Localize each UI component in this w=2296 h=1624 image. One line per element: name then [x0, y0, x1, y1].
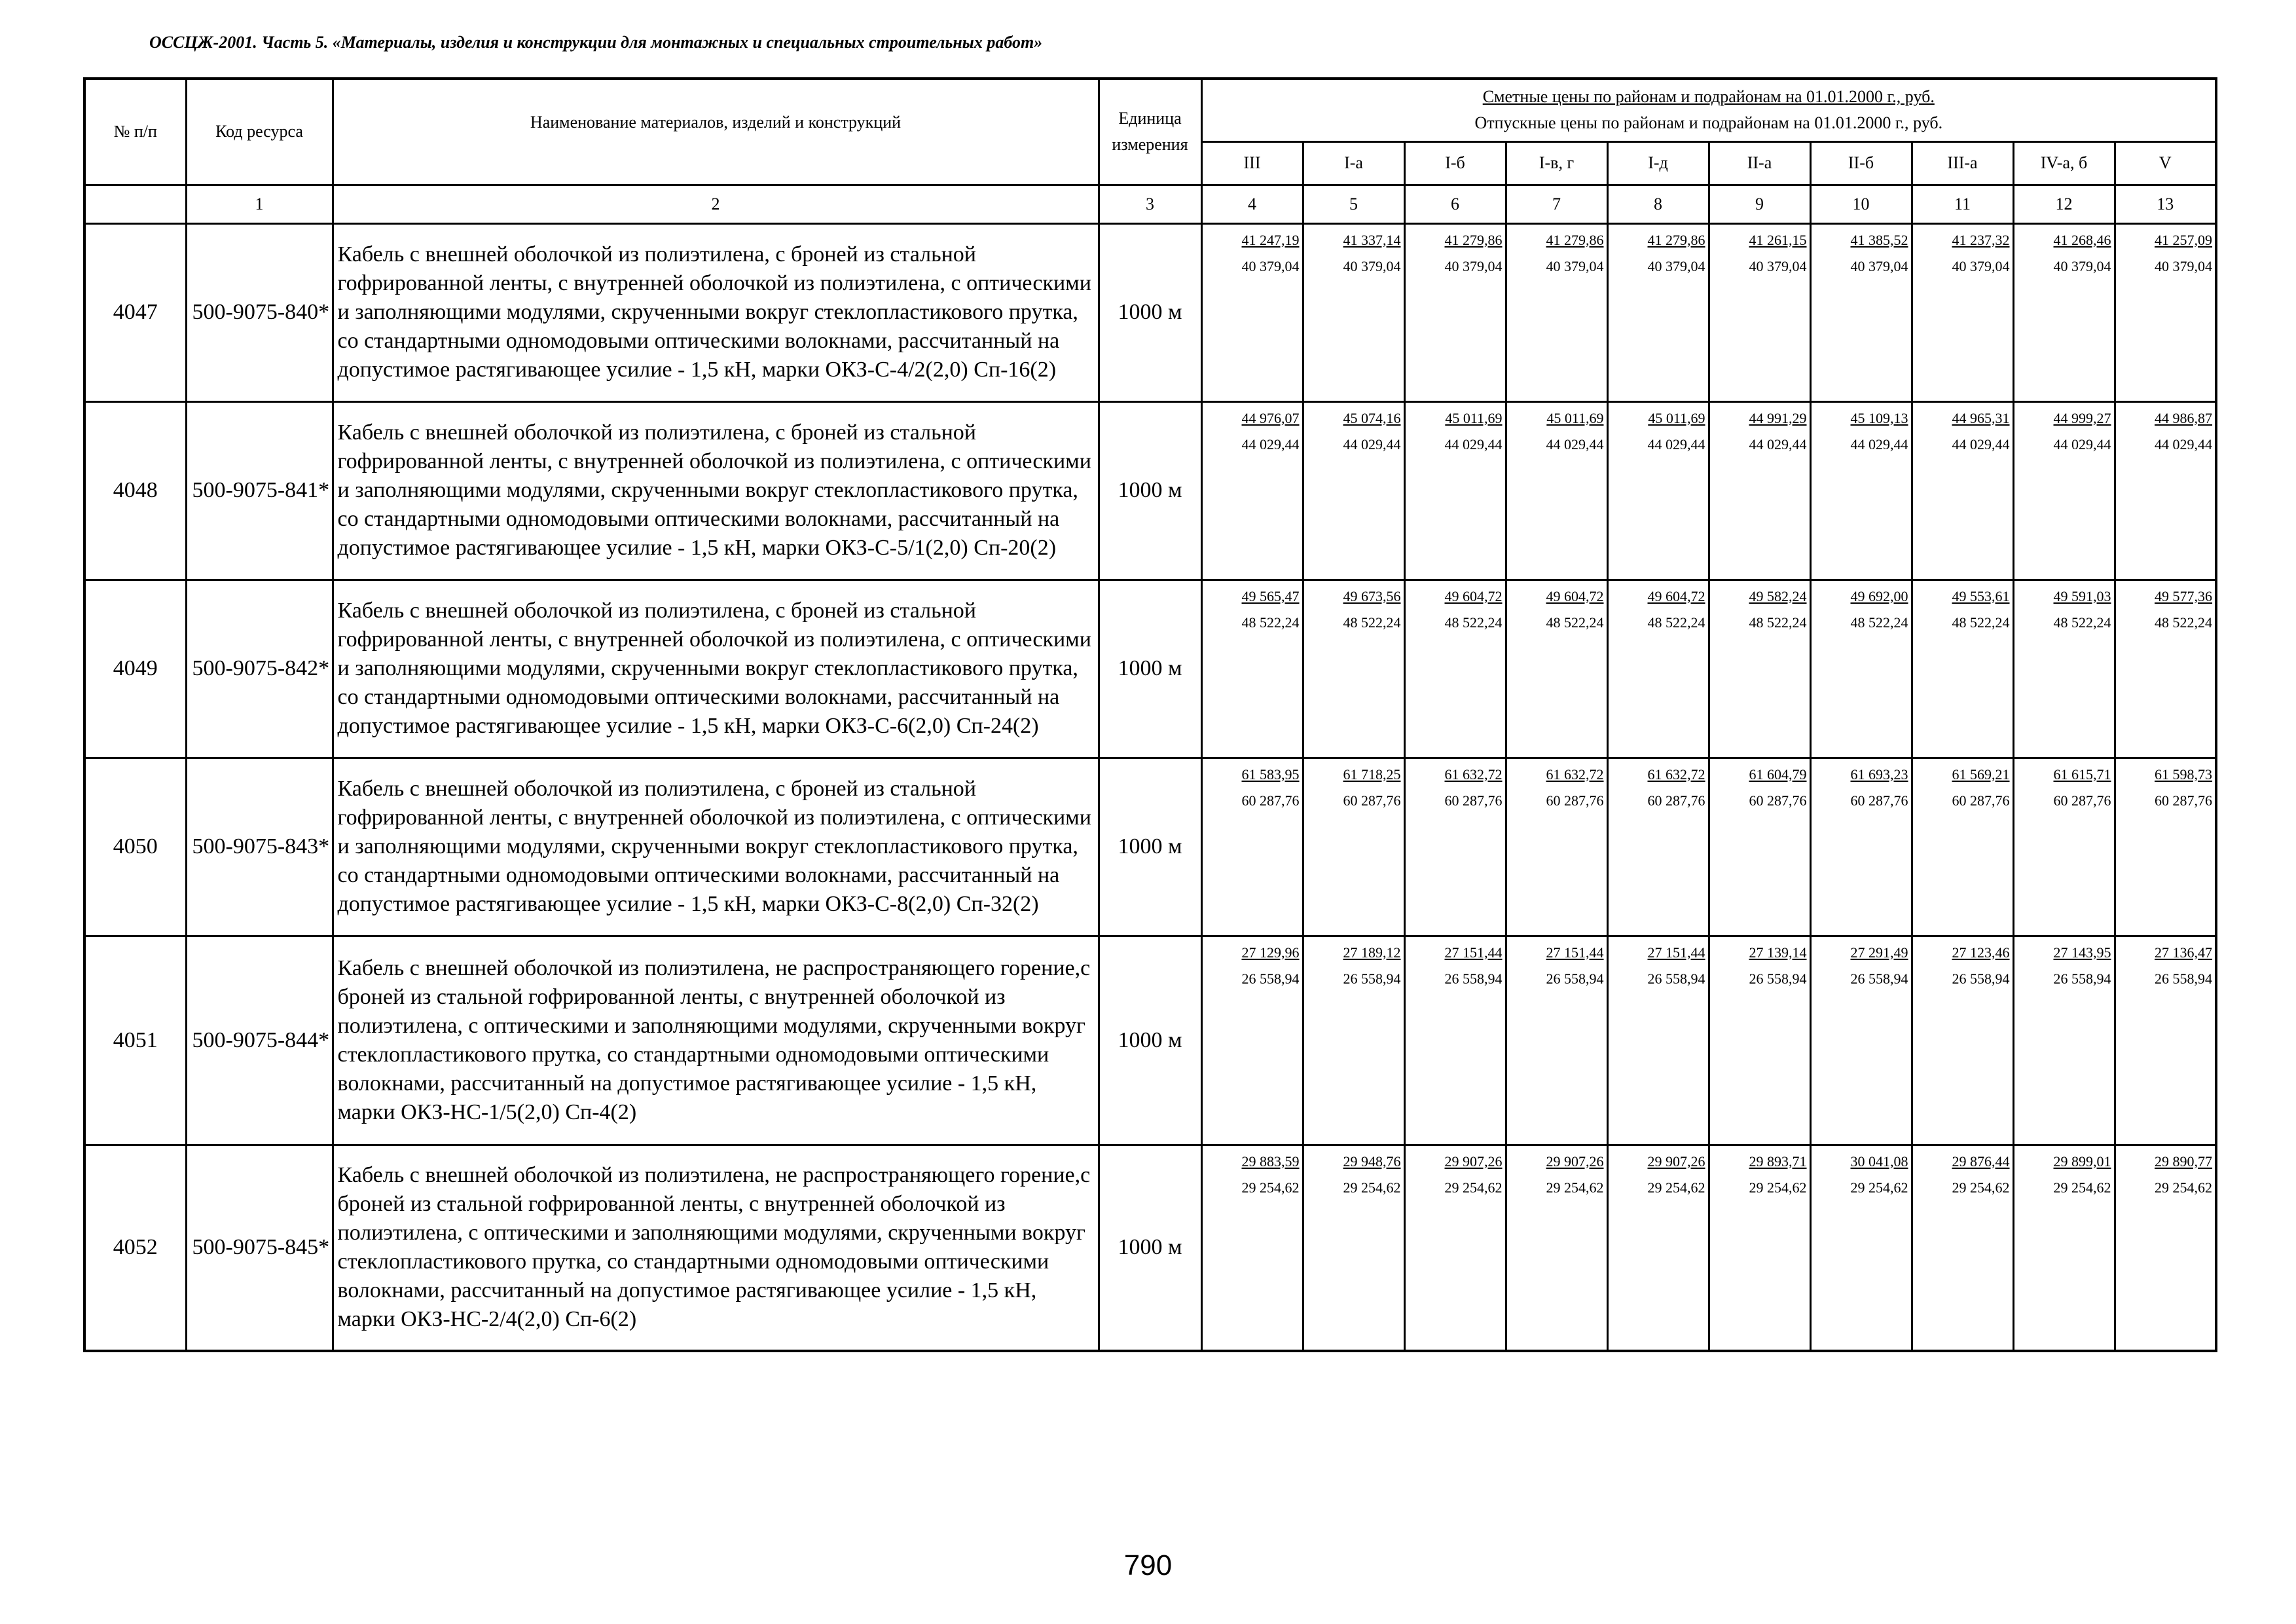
material-name: Кабель с внешней оболочкой из полиэтилена, с броней из стальной гофрированной ленты, с внутренней оболочкой из полиэтилена, с оптическими и заполняющими модулями, скрученными вокруг стеклопластикового прутка, со стандартными одномодовыми оптическими волокнами, рассчитанный на допустимое растягивающее усилие - 1,5 кН, марки ОКЗ-С-4/2(2,0) Сп-16(2): [333, 223, 1099, 401]
release-price: 29 254,62: [1241, 1179, 1300, 1196]
price-cell: [1709, 580, 1810, 758]
price-cell: [1912, 580, 2013, 758]
region-header: III: [1201, 141, 1303, 185]
estimate-price: 49 692,00: [1850, 587, 1908, 604]
unit-of-measure: 1000 м: [1099, 401, 1201, 580]
estimate-price: 41 261,15: [1749, 231, 1807, 248]
release-price: 60 287,76: [1647, 792, 1705, 809]
unit-of-measure: 1000 м: [1099, 580, 1201, 758]
release-price: 29 254,62: [1546, 1179, 1604, 1196]
release-price: 48 522,24: [1343, 614, 1401, 631]
release-price: 29 254,62: [1444, 1179, 1503, 1196]
release-price: 60 287,76: [2155, 792, 2213, 809]
release-price: 29 254,62: [1850, 1179, 1908, 1196]
release-price: 40 379,04: [1749, 257, 1807, 274]
material-name: Кабель с внешней оболочкой из полиэтилена, не распространяющего горение,с броней из стальной гофрированной ленты, с внутренней оболочкой из полиэтилена, с оптическими и заполняющими модулями, скрученными вокруг стеклопластикового прутка, со стандартными одномодовыми оптическими волокнами, рассчитанный на допустимое растягивающее усилие - 1,5 кН, марки ОКЗ-НС-1/5(2,0) Сп-4(2): [333, 936, 1099, 1145]
estimate-price: 27 143,95: [2053, 944, 2111, 961]
release-price: 26 558,94: [1647, 970, 1705, 987]
release-price: 40 379,04: [1546, 257, 1604, 274]
price-cell: [1201, 1145, 1303, 1351]
estimate-price: 29 907,26: [1444, 1153, 1503, 1170]
estimate-price: 29 893,71: [1749, 1153, 1807, 1170]
price-cell: [1303, 223, 1404, 401]
price-cell: [1506, 223, 1607, 401]
price-cell: [1912, 758, 2013, 936]
price-cell: [1607, 223, 1709, 401]
column-number: 13: [2115, 185, 2216, 223]
header-row: [84, 79, 2216, 141]
table-row: [84, 758, 2216, 936]
estimate-price: 61 583,95: [1241, 766, 1300, 783]
release-price: 44 029,44: [1850, 435, 1908, 452]
price-cell: [1607, 580, 1709, 758]
estimate-price: 44 965,31: [1952, 409, 2010, 426]
price-cell: [2115, 580, 2216, 758]
price-cell: [1303, 1145, 1404, 1351]
resource-code: 500-9075-841*: [186, 401, 333, 580]
unit-of-measure: 1000 м: [1099, 936, 1201, 1145]
release-price: 40 379,04: [1241, 257, 1300, 274]
release-price: 26 558,94: [2053, 970, 2111, 987]
release-price: 60 287,76: [1343, 792, 1401, 809]
estimate-price: 45 011,69: [1546, 409, 1604, 426]
region-header: III-а: [1912, 141, 2013, 185]
region-header: I-д: [1607, 141, 1709, 185]
release-price: 60 287,76: [1850, 792, 1908, 809]
price-cell: [1912, 1145, 2013, 1351]
estimate-price: 41 279,86: [1647, 231, 1705, 248]
price-cell: [1506, 936, 1607, 1145]
header-num: № п/п: [84, 79, 186, 185]
material-name: Кабель с внешней оболочкой из полиэтилена, не распространяющего горение,с броней из стальной гофрированной ленты, с внутренней оболочкой из полиэтилена, с оптическими и заполняющими модулями, скрученными вокруг стеклопластикового прутка, со стандартными одномодовыми оптическими волокнами, рассчитанный на допустимое растягивающее усилие - 1,5 кН, марки ОКЗ-НС-2/4(2,0) Сп-6(2): [333, 1145, 1099, 1351]
price-cell: [1404, 1145, 1506, 1351]
price-cell: [1303, 758, 1404, 936]
row-number: 4051: [84, 936, 186, 1145]
estimate-price: 41 247,19: [1241, 231, 1300, 248]
column-number: 9: [1709, 185, 1810, 223]
resource-code: 500-9075-842*: [186, 580, 333, 758]
price-cell: [2115, 401, 2216, 580]
price-cell: [1506, 580, 1607, 758]
price-cell: [1303, 580, 1404, 758]
release-price: 29 254,62: [2155, 1179, 2213, 1196]
estimate-price: 61 718,25: [1343, 766, 1401, 783]
release-price: 48 522,24: [1647, 614, 1705, 631]
estimate-price: 49 604,72: [1647, 587, 1705, 604]
price-cell: [1201, 401, 1303, 580]
region-header: IV-а, б: [2013, 141, 2115, 185]
estimate-price: 45 109,13: [1850, 409, 1908, 426]
price-cell: [1506, 1145, 1607, 1351]
header-prices: [1201, 79, 2216, 141]
price-cell: [2115, 936, 2216, 1145]
column-number: 2: [333, 185, 1099, 223]
release-price: 29 254,62: [1749, 1179, 1807, 1196]
estimate-price: 27 139,14: [1749, 944, 1807, 961]
resource-code: 500-9075-843*: [186, 758, 333, 936]
header-release-prices: Отпускные цены по районам и подрайонам на 01.01.2000 г., руб.: [1474, 113, 1943, 133]
resource-code: 500-9075-844*: [186, 936, 333, 1145]
price-cell: [1303, 936, 1404, 1145]
release-price: 40 379,04: [2155, 257, 2213, 274]
release-price: 44 029,44: [2155, 435, 2213, 452]
estimate-price: 45 074,16: [1343, 409, 1401, 426]
header-name: Наименование материалов, изделий и конструкций: [333, 79, 1099, 185]
release-price: 44 029,44: [1749, 435, 1807, 452]
price-cell: [1810, 580, 1912, 758]
row-number: 4050: [84, 758, 186, 936]
price-cell: [1201, 223, 1303, 401]
estimate-price: 49 604,72: [1444, 587, 1503, 604]
release-price: 26 558,94: [1241, 970, 1300, 987]
estimate-price: 49 673,56: [1343, 587, 1401, 604]
release-price: 26 558,94: [1952, 970, 2010, 987]
price-cell: [1912, 936, 2013, 1145]
column-number: 12: [2013, 185, 2115, 223]
row-number: 4049: [84, 580, 186, 758]
price-cell: [1404, 223, 1506, 401]
header-estimate-prices: Сметные цены по районам и подрайонам на 01.01.2000 г., руб.: [1482, 87, 1935, 107]
price-cell: [1810, 758, 1912, 936]
column-number: 10: [1810, 185, 1912, 223]
estimate-price: 61 632,72: [1647, 766, 1705, 783]
table-row: [84, 223, 2216, 401]
estimate-price: 44 999,27: [2053, 409, 2111, 426]
column-number: 4: [1201, 185, 1303, 223]
estimate-price: 29 907,26: [1647, 1153, 1705, 1170]
estimate-price: 49 577,36: [2155, 587, 2213, 604]
table-row: [84, 580, 2216, 758]
release-price: 26 558,94: [1749, 970, 1807, 987]
estimate-price: 49 553,61: [1952, 587, 2010, 604]
price-cell: [1607, 1145, 1709, 1351]
column-number-row: [84, 185, 2216, 223]
release-price: 48 522,24: [1241, 614, 1300, 631]
price-cell: [2115, 1145, 2216, 1351]
release-price: 40 379,04: [1444, 257, 1503, 274]
material-name: Кабель с внешней оболочкой из полиэтилена, с броней из стальной гофрированной ленты, с внутренней оболочкой из полиэтилена, с оптическими и заполняющими модулями, скрученными вокруг стеклопластикового прутка, со стандартными одномодовыми оптическими волокнами, рассчитанный на допустимое растягивающее усилие - 1,5 кН, марки ОКЗ-С-5/1(2,0) Сп-20(2): [333, 401, 1099, 580]
estimate-price: 45 011,69: [1648, 409, 1705, 426]
price-cell: [1404, 401, 1506, 580]
column-number: 8: [1607, 185, 1709, 223]
column-number: 1: [186, 185, 333, 223]
price-cell: [2115, 758, 2216, 936]
price-cell: [1607, 758, 1709, 936]
estimate-price: 61 615,71: [2053, 766, 2111, 783]
release-price: 44 029,44: [1546, 435, 1604, 452]
price-cell: [1709, 401, 1810, 580]
release-price: 29 254,62: [1647, 1179, 1705, 1196]
estimate-price: 29 899,01: [2053, 1153, 2111, 1170]
release-price: 29 254,62: [1952, 1179, 2010, 1196]
estimate-price: 41 268,46: [2053, 231, 2111, 248]
release-price: 48 522,24: [1749, 614, 1807, 631]
release-price: 26 558,94: [1444, 970, 1503, 987]
column-number: 6: [1404, 185, 1506, 223]
release-price: 40 379,04: [1850, 257, 1908, 274]
price-cell: [1201, 580, 1303, 758]
estimate-price: 49 565,47: [1241, 587, 1300, 604]
resource-code: 500-9075-840*: [186, 223, 333, 401]
release-price: 44 029,44: [1444, 435, 1503, 452]
release-price: 26 558,94: [1343, 970, 1401, 987]
table-row: [84, 936, 2216, 1145]
estimate-price: 44 976,07: [1241, 409, 1300, 426]
price-cell: [1506, 758, 1607, 936]
release-price: 44 029,44: [1952, 435, 2010, 452]
estimate-price: 27 151,44: [1444, 944, 1503, 961]
price-cell: [2013, 936, 2115, 1145]
estimate-price: 45 011,69: [1445, 409, 1503, 426]
release-price: 44 029,44: [1343, 435, 1401, 452]
estimate-price: 30 041,08: [1850, 1153, 1908, 1170]
price-cell: [1709, 758, 1810, 936]
region-header: II-а: [1709, 141, 1810, 185]
release-price: 44 029,44: [1241, 435, 1300, 452]
region-header: I-б: [1404, 141, 1506, 185]
page-number: 790: [1123, 1549, 1173, 1581]
price-cell: [1912, 401, 2013, 580]
release-price: 40 379,04: [1952, 257, 2010, 274]
price-cell: [2013, 223, 2115, 401]
estimate-price: 29 890,77: [2155, 1153, 2213, 1170]
price-cell: [1404, 758, 1506, 936]
release-price: 60 287,76: [2053, 792, 2111, 809]
estimate-price: 44 986,87: [2155, 409, 2213, 426]
table-body: [84, 79, 2216, 1351]
estimate-price: 61 598,73: [2155, 766, 2213, 783]
row-number: 4048: [84, 401, 186, 580]
price-cell: [1506, 401, 1607, 580]
table-row: [84, 401, 2216, 580]
price-cell: [2013, 1145, 2115, 1351]
release-price: 48 522,24: [1444, 614, 1503, 631]
release-price: 48 522,24: [1850, 614, 1908, 631]
estimate-price: 49 591,03: [2053, 587, 2111, 604]
estimate-price: 27 151,44: [1546, 944, 1604, 961]
release-price: 40 379,04: [2053, 257, 2111, 274]
region-header: I-а: [1303, 141, 1404, 185]
material-name: Кабель с внешней оболочкой из полиэтилена, с броней из стальной гофрированной ленты, с внутренней оболочкой из полиэтилена, с оптическими и заполняющими модулями, скрученными вокруг стеклопластикового прутка, со стандартными одномодовыми оптическими волокнами, рассчитанный на допустимое растягивающее усилие - 1,5 кН, марки ОКЗ-С-6(2,0) Сп-24(2): [333, 580, 1099, 758]
release-price: 44 029,44: [2053, 435, 2111, 452]
estimate-price: 27 136,47: [2155, 944, 2213, 961]
release-price: 60 287,76: [1241, 792, 1300, 809]
price-cell: [1607, 401, 1709, 580]
release-price: 29 254,62: [1343, 1179, 1401, 1196]
estimate-price: 29 883,59: [1241, 1153, 1300, 1170]
estimate-price: 49 582,24: [1749, 587, 1807, 604]
release-price: 26 558,94: [1850, 970, 1908, 987]
estimate-price: 61 604,79: [1749, 766, 1807, 783]
estimate-price: 61 632,72: [1546, 766, 1604, 783]
column-number: 3: [1099, 185, 1201, 223]
release-price: 60 287,76: [1952, 792, 2010, 809]
release-price: 40 379,04: [1343, 257, 1401, 274]
region-header: II-б: [1810, 141, 1912, 185]
column-number: 11: [1912, 185, 2013, 223]
column-number: 5: [1303, 185, 1404, 223]
header-unit: Единица измерения: [1099, 79, 1201, 185]
estimate-price: 29 948,76: [1343, 1153, 1401, 1170]
estimate-price: 61 693,23: [1850, 766, 1908, 783]
release-price: 29 254,62: [2053, 1179, 2111, 1196]
release-price: 60 287,76: [1444, 792, 1503, 809]
release-price: 44 029,44: [1647, 435, 1705, 452]
price-cell: [1810, 223, 1912, 401]
header-code: Код ресурса: [186, 79, 333, 185]
price-cell: [1201, 936, 1303, 1145]
release-price: 26 558,94: [2155, 970, 2213, 987]
price-cell: [1912, 223, 2013, 401]
estimate-price: 41 237,32: [1952, 231, 2010, 248]
price-cell: [2013, 758, 2115, 936]
release-price: 48 522,24: [1546, 614, 1604, 631]
price-cell: [1607, 936, 1709, 1145]
price-cell: [1404, 580, 1506, 758]
material-name: Кабель с внешней оболочкой из полиэтилена, с броней из стальной гофрированной ленты, с внутренней оболочкой из полиэтилена, с оптическими и заполняющими модулями, скрученными вокруг стеклопластикового прутка, со стандартными одномодовыми оптическими волокнами, рассчитанный на допустимое растягивающее усилие - 1,5 кН, марки ОКЗ-С-8(2,0) Сп-32(2): [333, 758, 1099, 936]
estimate-price: 61 632,72: [1444, 766, 1503, 783]
region-header: V: [2115, 141, 2216, 185]
estimate-price: 44 991,29: [1749, 409, 1807, 426]
estimate-price: 41 279,86: [1444, 231, 1503, 248]
column-number: 7: [1506, 185, 1607, 223]
estimate-price: 29 907,26: [1546, 1153, 1604, 1170]
estimate-price: 27 189,12: [1343, 944, 1401, 961]
page-title: ОССЦЖ-2001. Часть 5. «Материалы, изделия и конструкции для монтажных и специальных строительных работ»: [149, 33, 1043, 52]
price-cell: [2115, 223, 2216, 401]
estimate-price: 41 257,09: [2155, 231, 2213, 248]
price-cell: [1709, 223, 1810, 401]
estimate-price: 61 569,21: [1952, 766, 2010, 783]
price-cell: [1810, 1145, 1912, 1351]
estimate-price: 49 604,72: [1546, 587, 1604, 604]
price-cell: [1810, 936, 1912, 1145]
estimate-price: 27 291,49: [1850, 944, 1908, 961]
estimate-price: 27 129,96: [1241, 944, 1300, 961]
release-price: 48 522,24: [1952, 614, 2010, 631]
release-price: 40 379,04: [1647, 257, 1705, 274]
region-header: I-в, г: [1506, 141, 1607, 185]
price-cell: [2013, 580, 2115, 758]
price-cell: [1201, 758, 1303, 936]
release-price: 48 522,24: [2155, 614, 2213, 631]
estimate-price: 41 337,14: [1343, 231, 1401, 248]
price-cell: [1709, 936, 1810, 1145]
estimate-price: 41 279,86: [1546, 231, 1604, 248]
price-cell: [1303, 401, 1404, 580]
release-price: 60 287,76: [1546, 792, 1604, 809]
price-cell: [1709, 1145, 1810, 1351]
price-cell: [2013, 401, 2115, 580]
release-price: 26 558,94: [1546, 970, 1604, 987]
unit-of-measure: 1000 м: [1099, 223, 1201, 401]
release-price: 48 522,24: [2053, 614, 2111, 631]
estimate-price: 27 123,46: [1952, 944, 2010, 961]
unit-of-measure: 1000 м: [1099, 758, 1201, 936]
estimate-price: 27 151,44: [1647, 944, 1705, 961]
price-cell: [1404, 936, 1506, 1145]
row-number: 4052: [84, 1145, 186, 1351]
row-number: 4047: [84, 223, 186, 401]
price-cell: [1810, 401, 1912, 580]
column-number-empty: [84, 185, 186, 223]
estimate-price: 41 385,52: [1850, 231, 1908, 248]
resource-code: 500-9075-845*: [186, 1145, 333, 1351]
estimate-price: 29 876,44: [1952, 1153, 2010, 1170]
unit-of-measure: 1000 м: [1099, 1145, 1201, 1351]
price-table: [83, 77, 2217, 1352]
table-row: [84, 1145, 2216, 1351]
release-price: 60 287,76: [1749, 792, 1807, 809]
